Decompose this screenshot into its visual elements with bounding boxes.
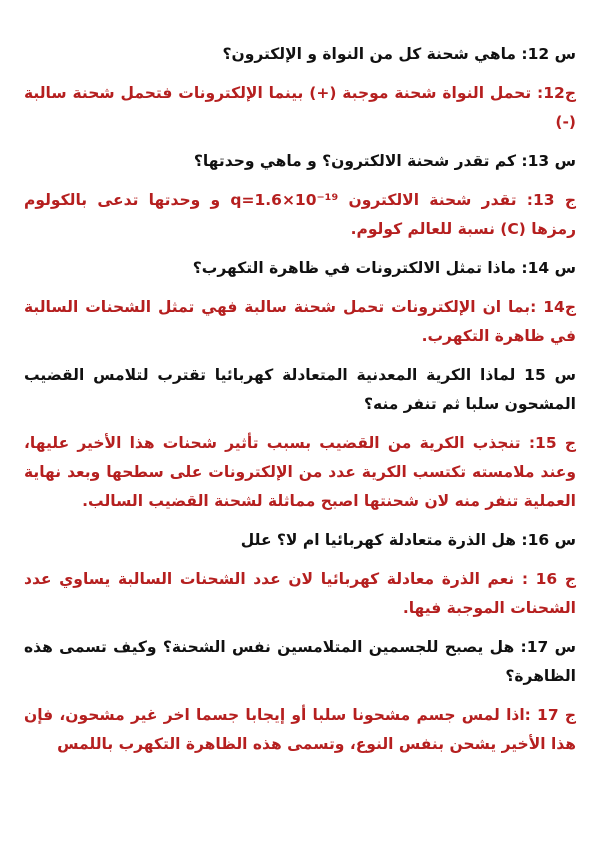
answer-12: ج12: تحمل النواة شحنة موجبة (+) بينما الإلكترونات فتحمل شحنة سالبة (-) — [24, 84, 576, 131]
answer-14: ج14 :بما ان الإلكترونات تحمل شحنة سالبة فهي تمثل الشحنات السالبة في ظاهرة التكهرب. — [24, 298, 576, 345]
answer-15: ج 15: تنجذب الكرية من القضيب بسبب تأثير شحنات هذا الأخير عليها، وعند ملامسته تكتسب الكرية عدد من الإلكترونات على سطحها وبعد نهاية العملية تنفر منه لان شحنتها اصبح مماثلة لشحنة القضيب السالب. — [24, 434, 576, 510]
answer-16: ج 16 : نعم الذرة معادلة كهربائيا لان عدد الشحنات السالبة يساوي عدد الشحنات الموجبة فيها. — [24, 570, 576, 617]
answer-17: ج 17 :اذا لمس جسم مشحونا سلبا أو إيجابا جسما اخر غير مشحون، فإن هذا الأخير يشحن بنفس النوع، وتسمى هذه الظاهرة التكهرب باللمس — [24, 706, 576, 753]
question-16: س 16: هل الذرة متعادلة كهربائيا ام لا؟ علل — [240, 531, 576, 549]
question-15: س 15 لماذا الكرية المعدنية المتعادلة كهربائيا تقترب لتلامس القضيب المشحون سلبا ثم تنفر منه؟ — [24, 366, 576, 413]
question-12: س 12: ماهي شحنة كل من النواة و الإلكترون؟ — [222, 45, 576, 63]
answer-13: ج 13: تقدر شحنة الالكترون q=1.6×10⁻¹⁹ و وحدتها تدعى بالكولوم رمزها (C) نسبة للعالم كولوم. — [24, 191, 576, 238]
question-17: س 17: هل يصبح للجسمين المتلامسين نفس الشحنة؟ وكيف تسمى هذه الظاهرة؟ — [24, 638, 577, 685]
question-13: س 13: كم تقدر شحنة الالكترون؟ و ماهي وحدتها؟ — [193, 152, 576, 170]
question-14: س 14: ماذا تمثل الالكترونات في ظاهرة التكهرب؟ — [192, 259, 576, 277]
